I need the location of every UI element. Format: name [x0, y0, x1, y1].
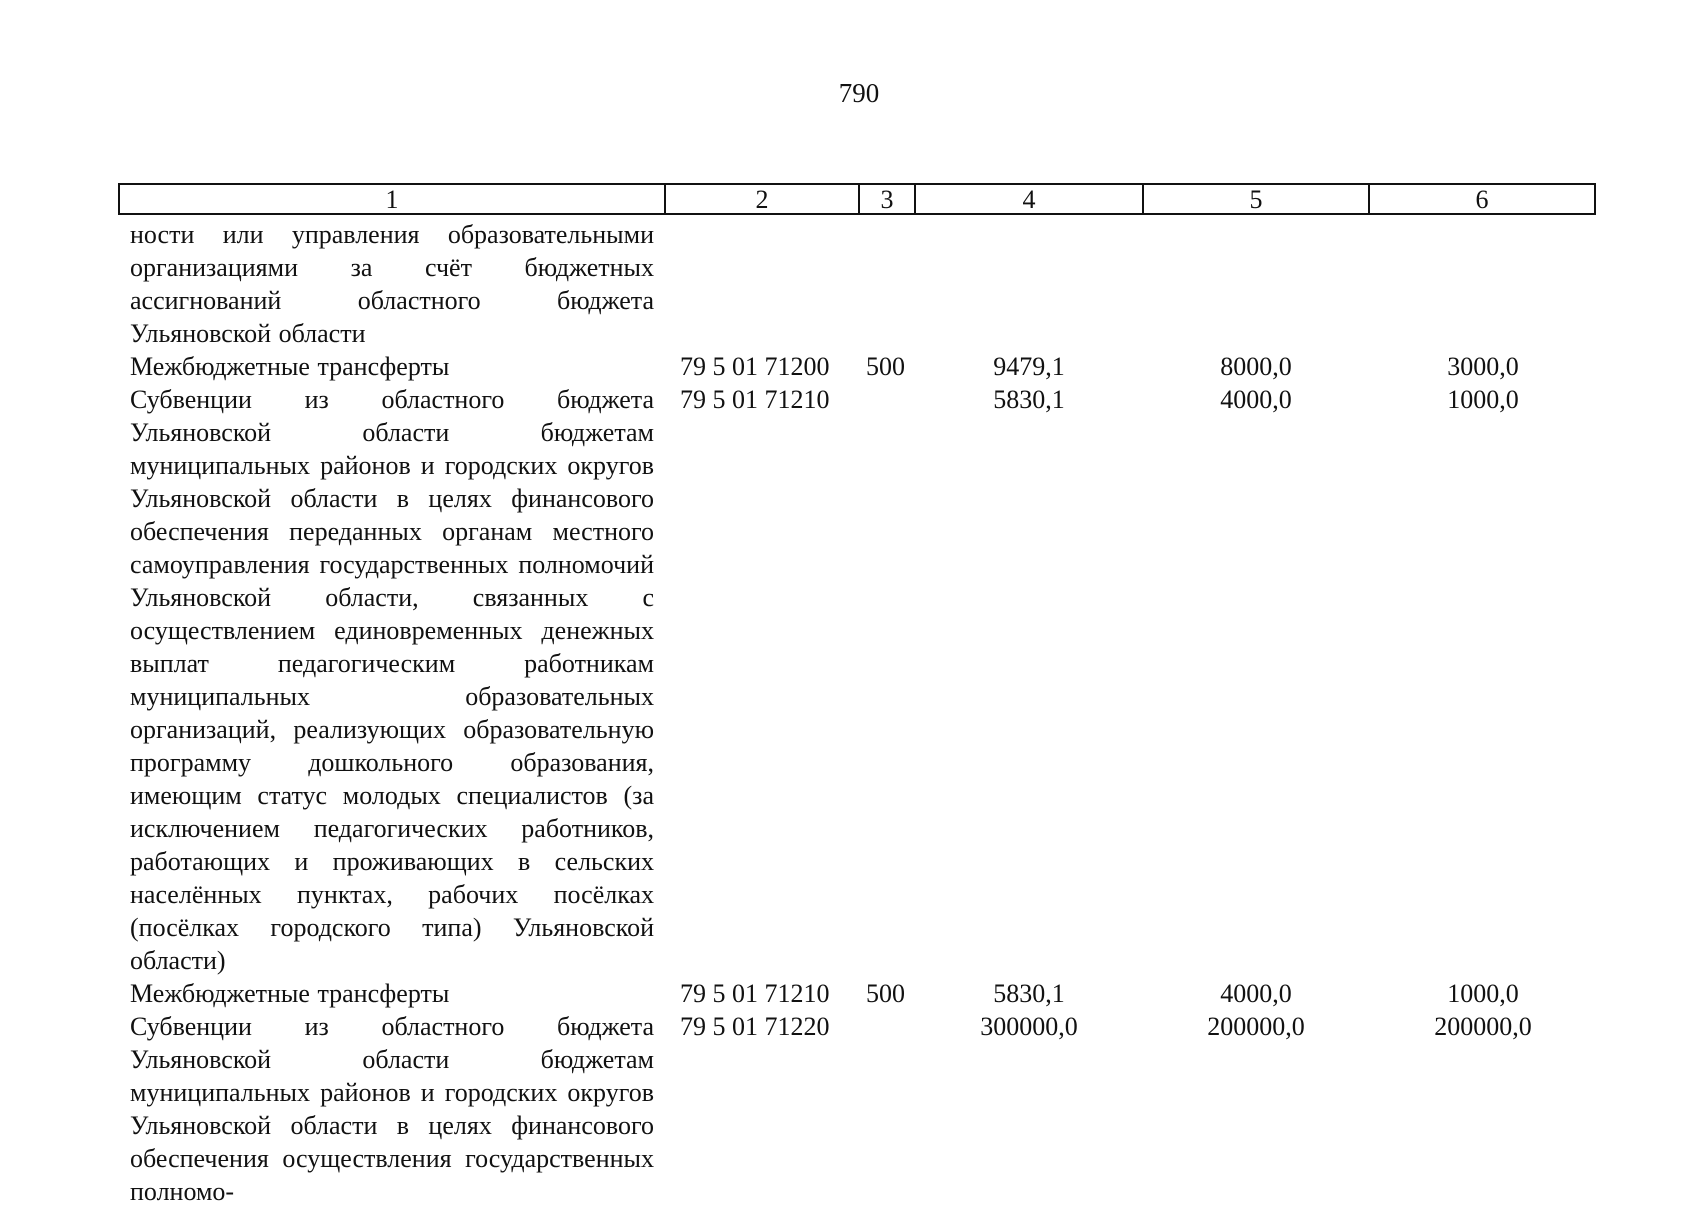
- header-col-2: 2: [666, 185, 860, 213]
- row-value-5: 200000,0: [1207, 1012, 1305, 1041]
- table-row: [130, 218, 1590, 350]
- page-number: 790: [838, 78, 880, 108]
- row-description: ности или управления образовательными организациями за счёт бюджетных ассигнований областного бюджета Ульяновской области: [130, 220, 654, 348]
- row-value-5: 4000,0: [1220, 979, 1292, 1008]
- row-value-6: 3000,0: [1447, 352, 1519, 381]
- row-value-6: 200000,0: [1434, 1012, 1532, 1041]
- header-col-5: 5: [1144, 185, 1370, 213]
- row-value-6: 1000,0: [1447, 385, 1519, 414]
- table-body: [130, 218, 1590, 1208]
- table-row: [130, 383, 1590, 977]
- row-description: Межбюджетные трансферты: [130, 352, 450, 381]
- row-code: 79 5 01 71210: [680, 979, 830, 1008]
- row-value-4: 9479,1: [993, 352, 1065, 381]
- row-value-4: 5830,1: [993, 385, 1065, 414]
- row-value-4: 5830,1: [993, 979, 1065, 1008]
- row-value-5: 4000,0: [1220, 385, 1292, 414]
- row-code: 79 5 01 71200: [680, 352, 830, 381]
- row-code: 79 5 01 71210: [680, 385, 830, 414]
- row-description: Межбюджетные трансферты: [130, 979, 450, 1008]
- table-row: [130, 350, 1590, 383]
- header-col-6: 6: [1475, 185, 1489, 214]
- row-value-5: 8000,0: [1220, 352, 1292, 381]
- row-value-4: 300000,0: [980, 1012, 1078, 1041]
- table-row: [130, 1010, 1590, 1208]
- header-col-3: 3: [860, 185, 916, 213]
- row-value-6: 1000,0: [1447, 979, 1519, 1008]
- row-description: Субвенции из областного бюджета Ульяновской области бюджетам муниципальных районов и городских округов Ульяновской области в целях финансового обеспечения переданных органам местного самоуправления государственных полномочий Ульяновской области, связанных с осуществлением единовременных денежных выплат педагогическим работникам муниципальных образовательных организаций, реализующих образовательную программу дошкольного образования, имеющим статус молодых специалистов (за исключением педагогических работников, работающих и проживающих в сельских населённых пунктах, рабочих посёлках (посёлках городского типа) Ульяновской области): [130, 385, 654, 975]
- header-col-1: 1: [120, 185, 666, 213]
- row-type: 500: [866, 979, 905, 1008]
- row-type: 500: [866, 352, 905, 381]
- row-description: Субвенции из областного бюджета Ульяновской области бюджетам муниципальных районов и городских округов Ульяновской области в целях финансового обеспечения осуществления государственных полномо-: [130, 1012, 654, 1206]
- table-header: [118, 183, 1596, 215]
- header-col-4: 4: [916, 185, 1144, 213]
- row-code: 79 5 01 71220: [680, 1012, 830, 1041]
- table-row: [130, 977, 1590, 1010]
